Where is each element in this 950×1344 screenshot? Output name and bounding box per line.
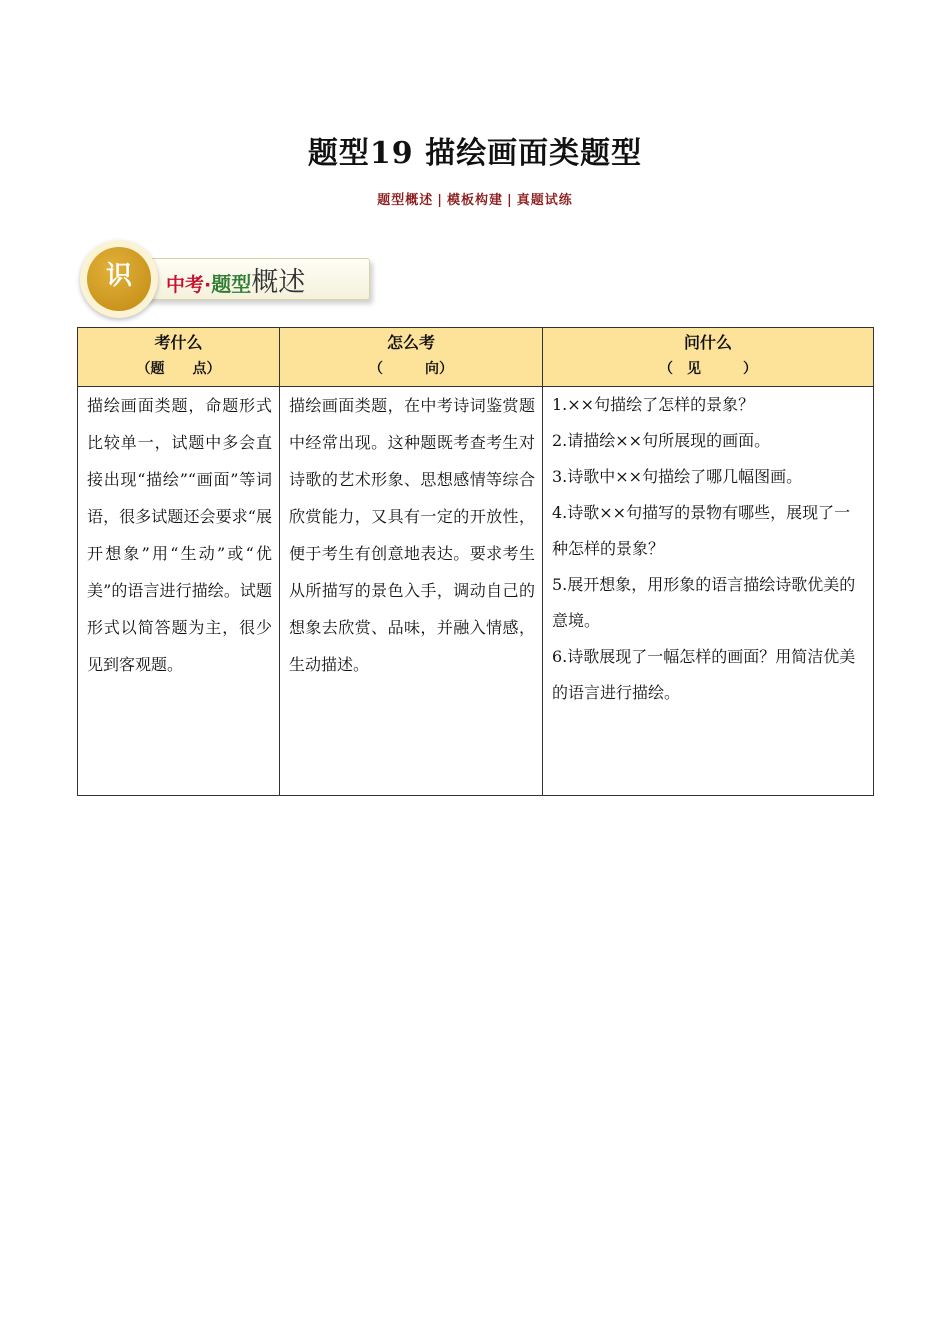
list-item: 5.展开想象，用形象的语言描绘诗歌优美的意境。	[552, 575, 856, 630]
banner-badge-char: 识	[87, 247, 151, 311]
header-title: 问什么	[683, 333, 732, 352]
cell-how	[280, 387, 543, 796]
header-title: 考什么	[154, 333, 203, 352]
nav-separator: |	[507, 193, 513, 208]
header-what	[78, 328, 280, 387]
banner-label	[166, 260, 305, 299]
list-item: 1.××句描绘了怎样的景象？	[552, 395, 755, 414]
header-questions	[543, 328, 874, 387]
list-item: 3.诗歌中××句描绘了哪几幅图画。	[552, 467, 803, 486]
table-row	[78, 387, 874, 796]
what-text: 描绘画面类题，命题形式比较单一，试题中多会直接出现“描绘”“画面”等词语，很多试题还会要求“展开想象”用“生动”或“优美”的语言进行描绘。试题形式以简答题为主，很少见到客观题。	[87, 396, 272, 674]
nav-item-overview[interactable]: 题型概述	[377, 193, 434, 208]
header-how	[280, 328, 543, 387]
header-subtitle: （题 点）	[136, 361, 221, 377]
banner-label-exam: 中考·	[166, 274, 212, 296]
section-nav	[0, 189, 950, 208]
cell-questions	[543, 387, 874, 796]
banner-label-overview: 概述	[251, 267, 306, 298]
banner-badge	[80, 240, 158, 318]
how-text: 描绘画面类题，在中考诗词鉴赏题中经常出现。这种题既考查考生对诗歌的艺术形象、思想感情等综合欣赏能力，又具有一定的开放性，便于考生有创意地表达。要求考生从所描写的景色入手，调动自己的想象去欣赏、品味，并融入情感，生动描述。	[289, 396, 535, 674]
header-subtitle: （ 见 ）	[659, 361, 757, 377]
list-item: 4.诗歌××句描写的景物有哪些，展现了一种怎样的景象？	[552, 503, 851, 558]
banner-label-type: 题型	[211, 272, 252, 296]
list-item: 2.请描绘××句所展现的画面。	[552, 431, 771, 450]
header-subtitle: （ 向）	[369, 361, 453, 377]
list-item: 6.诗歌展现了一幅怎样的画面？用简洁优美的语言进行描绘。	[552, 647, 856, 702]
table-header-row	[78, 328, 874, 387]
question-list	[552, 387, 866, 711]
header-title: 怎么考	[386, 333, 435, 352]
overview-table	[77, 327, 874, 796]
section-banner	[80, 240, 380, 320]
page-title: 题型19 描绘画面类题型	[307, 136, 643, 171]
nav-separator: |	[437, 193, 443, 208]
cell-what	[78, 387, 280, 796]
nav-item-template[interactable]: 模板构建	[446, 193, 503, 208]
nav-item-practice[interactable]: 真题试练	[516, 193, 573, 208]
